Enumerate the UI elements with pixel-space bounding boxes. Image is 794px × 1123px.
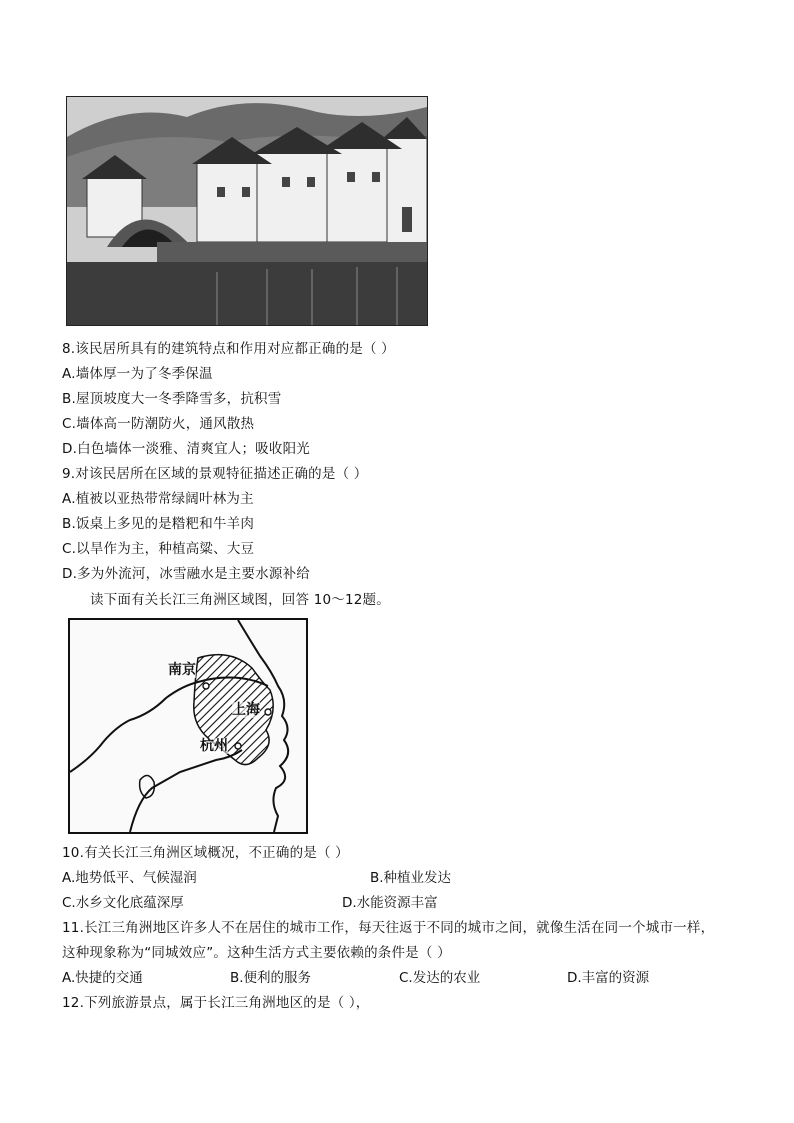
q10-option-b[interactable]: B.种植业发达: [370, 870, 452, 886]
q9-option-c[interactable]: C.以旱作为主，种植高粱、大豆: [62, 541, 255, 557]
q8-option-c[interactable]: C.墙体高一防潮防火，通风散热: [62, 416, 255, 432]
q11-stem-line-2: 这种现象称为“同城效应”。这种生活方式主要依赖的条件是（ ）: [62, 945, 451, 961]
q9-option-b[interactable]: B.饭桌上多见的是糌粑和牛羊肉: [62, 516, 255, 532]
q11-option-b[interactable]: B.便利的服务: [230, 970, 312, 986]
q11-options-row: [62, 969, 742, 987]
q8-option-a[interactable]: A.墙体厚一为了冬季保温: [62, 366, 213, 382]
yangtze-delta-map: [68, 618, 308, 834]
q9-option-d[interactable]: D.多为外流河，冰雪融水是主要水源补给: [62, 566, 310, 582]
q11-stem-line-1: 11.长江三角洲地区许多人不在居住的城市工作，每天往返于不同的城市之间，就像生活在同一个城市一样，: [62, 920, 715, 936]
q10-option-a[interactable]: A.地势低平、气候湿润: [62, 870, 197, 886]
map-intro: 读下面有关长江三角洲区域图，回答 10～12题。: [90, 592, 390, 608]
map-label-shanghai: 上海: [232, 702, 260, 718]
q10-stem: 10.有关长江三角洲区域概况，不正确的是（ ）: [62, 845, 349, 861]
dwelling-photo-illustration: [67, 97, 427, 325]
q10-option-d[interactable]: D.水能资源丰富: [342, 895, 438, 911]
dwelling-photo: [66, 96, 428, 326]
q9-option-a[interactable]: A.植被以亚热带常绿阔叶林为主: [62, 491, 254, 507]
q11-option-d[interactable]: D.丰富的资源: [567, 970, 650, 986]
q8-option-d[interactable]: D.白色墙体一淡雅、清爽宜人；吸收阳光: [62, 441, 310, 457]
q10-options-row-1: [62, 869, 742, 887]
q11-option-a[interactable]: A.快捷的交通: [62, 970, 143, 986]
q9-stem: 9.对该民居所在区域的景观特征描述正确的是（ ）: [62, 466, 368, 482]
map-label-hangzhou: 杭州: [200, 738, 228, 754]
map-drawing: [70, 620, 306, 832]
q8-stem: 8.该民居所具有的建筑特点和作用对应都正确的是（ ）: [62, 341, 395, 357]
q10-option-c[interactable]: C.水乡文化底蕴深厚: [62, 895, 184, 911]
q12-stem: 12.下列旅游景点，属于长江三角洲地区的是（ ），: [62, 995, 370, 1011]
q8-option-b[interactable]: B.屋顶坡度大一冬季降雪多，抗积雪: [62, 391, 282, 407]
map-label-nanjing: 南京: [168, 662, 196, 678]
q10-options-row-2: [62, 894, 742, 912]
q11-option-c[interactable]: C.发达的农业: [399, 970, 481, 986]
